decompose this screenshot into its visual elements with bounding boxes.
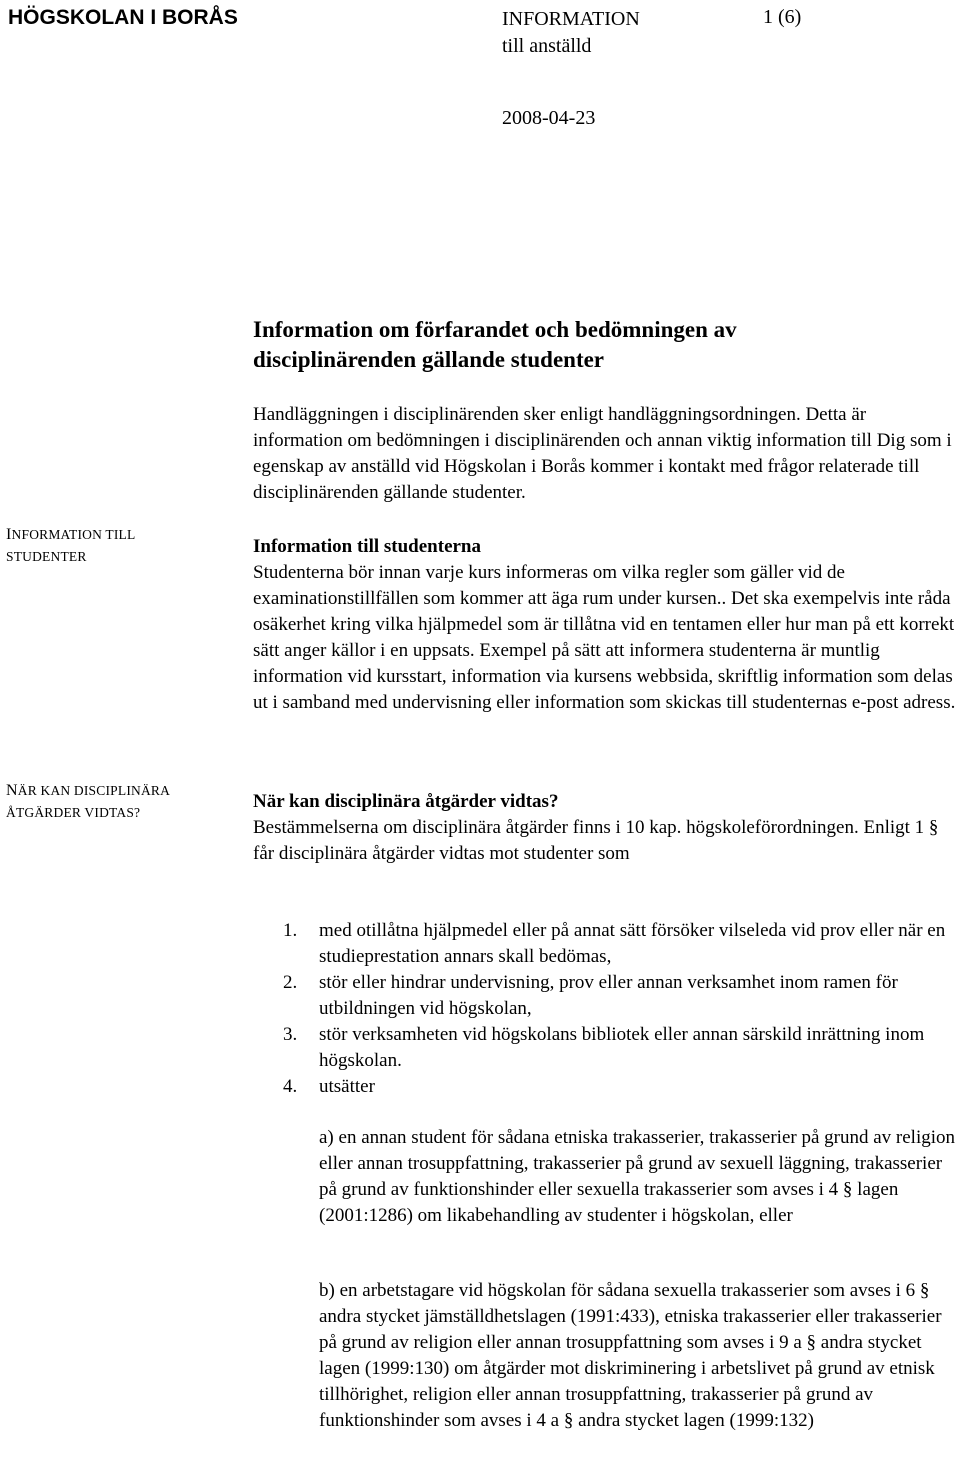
list-item-text: stör verksamheten vid högskolans bibliotek eller annan särskild inrättning inom högskolan. (319, 1024, 925, 1071)
section-text: Studenterna bör innan varje kurs informeras om vilka regler som gäller vid de examinationstillfällen som kommer att äga rum under kursen.. Det ska exempelvis inte råda osäkerhet kring vilka hjälpmedel som är tillåtna vid en tentamen eller hur man på ett korrekt sätt anger källor i en uppsats. Exempel på sätt att informera studenterna är muntlig information vid kursstart, information via kursens webbsida, skriftlig information som delas ut i samband med undervisning eller information som skickas till studenternas e-post adress. (253, 562, 956, 713)
margin-note-rest: NFORMATION TILL (11, 527, 136, 542)
list-item (283, 970, 958, 1022)
margin-note-line2: STUDENTER (6, 549, 87, 564)
margin-note-initial: I (6, 526, 12, 543)
margin-note-rest: ÄR KAN DISCIPLINÄRA (17, 783, 171, 798)
list-item (283, 1074, 958, 1100)
grounds-list (283, 918, 958, 1100)
page-number: 1 (6) (763, 6, 802, 28)
section-heading: Information till studenterna (253, 536, 481, 557)
list-item-number: 3. (283, 1024, 298, 1045)
document-type-line2: till anställd (502, 35, 592, 57)
section-text: Bestämmelserna om disciplinära åtgärder finns i 10 kap. högskoleförordningen. Enligt 1 § får disciplinära åtgärder vidtas mot studenter som (253, 817, 939, 864)
section-disciplinary-measures (253, 789, 958, 867)
section-student-information (253, 534, 958, 716)
list-item (283, 1022, 958, 1074)
margin-note-when (6, 780, 206, 824)
organization-name: HÖGSKOLAN I BORÅS (8, 6, 238, 29)
section-heading: När kan disciplinära åtgärder vidtas? (253, 791, 559, 812)
margin-note-initial: N (6, 782, 18, 799)
margin-note-information (6, 524, 206, 568)
document-date: 2008-04-23 (502, 107, 596, 129)
title-line2: disciplinärenden gällande studenter (253, 347, 605, 372)
margin-note-line1 (6, 524, 206, 546)
margin-note-line2: ÅTGÄRDER VIDTAS? (6, 805, 141, 820)
intro-paragraph: Handläggningen i disciplinärenden sker enligt handläggningsordningen. Detta är information om bedömningen i disciplinärenden och annan viktig information till Dig som i egenskap av anställd vid Högskolan i Borås kommer i kontakt med frågor relaterade till disciplinärenden gällande studenter. (253, 404, 952, 503)
margin-note-line1 (6, 780, 206, 802)
document-title (253, 315, 953, 375)
list-item-number: 1. (283, 920, 298, 941)
sub-item-a: a) en annan student för sådana etniska trakasserier, trakasserier på grund av religion eller annan trosuppfattning, trakasserier på grund av sexuell läggning, trakasserier på grund av funktionshinder eller sexuella trakasserier som avses i 4 § lagen (2001:1286) om likabehandling av studenter i högskolan, eller (319, 1127, 956, 1226)
list-item-text: stör eller hindrar undervisning, prov eller annan verksamhet inom ramen för utbildningen vid högskolan, (319, 972, 898, 1019)
list-item-number: 4. (283, 1076, 298, 1097)
sub-item-b: b) en arbetstagare vid högskolan för sådana sexuella trakasserier som avses i 6 § andra stycket jämställdhetslagen (1991:433), etniska trakasserier eller trakasserier på grund av religion eller annan trosuppfattning som avses i 9 a § andra stycket lagen (1999:130) om åtgärder mot diskriminering i arbetslivet på grund av etnisk tillhörighet, religion eller annan trosuppfattning, trakasserier på grund av funktionshinder som avses i 4 a § andra stycket lagen (1999:132) (319, 1280, 942, 1431)
list-item (283, 918, 958, 970)
list-item-text: utsätter (319, 1076, 375, 1097)
document-type-line1: INFORMATION (502, 8, 640, 30)
document-type (502, 6, 640, 60)
list-item-number: 2. (283, 972, 298, 993)
title-line1: Information om förfarandet och bedömningen av (253, 317, 737, 342)
list-item-text: med otillåtna hjälpmedel eller på annat sätt försöker vilseleda vid prov eller när en studieprestation annars skall bedömas, (319, 920, 946, 967)
